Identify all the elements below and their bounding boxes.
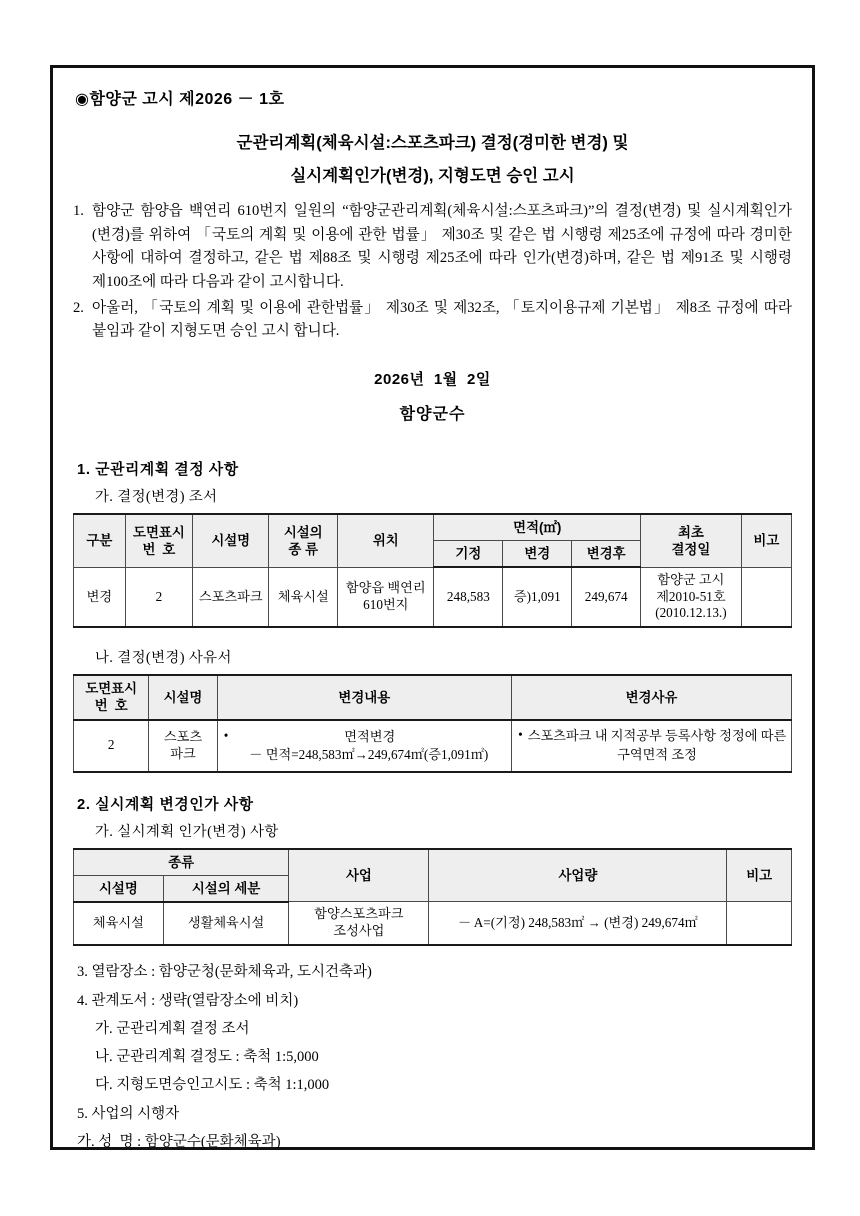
td-project-line1: 함양스포츠파크 xyxy=(314,906,404,922)
intro-item xyxy=(73,200,792,295)
td-facility-name xyxy=(149,720,217,772)
td-location xyxy=(338,567,434,627)
th-facility-name: 시설명 xyxy=(149,675,217,719)
decision-change-table xyxy=(73,513,792,628)
change-reason-table xyxy=(73,674,792,772)
th-facility-subdivision: 시설의 세분 xyxy=(163,875,289,902)
document-title xyxy=(73,135,792,184)
title-line-2: 실시계획인가(변경), 지형도면 승인 고시 xyxy=(290,166,575,185)
change-reason-text xyxy=(526,727,788,764)
change-content-detail: － 면적=248,583㎡→249,674㎡(증1,091㎡) xyxy=(249,747,489,763)
change-content-title: 면적변경 xyxy=(344,728,396,744)
th-drawing-number-line2: 번호 xyxy=(142,541,183,557)
table-header-row xyxy=(74,514,792,541)
th-gubun: 구분 xyxy=(74,514,126,567)
implementation-plan-table xyxy=(73,848,792,947)
bullet-item xyxy=(515,727,788,764)
td-facility-name-line1: 스포츠 xyxy=(163,728,203,744)
notice-header: ◉함양군 고시 제2026 － 1호 xyxy=(75,91,285,108)
document-page xyxy=(50,65,815,1150)
title-line-1: 군관리계획(체육시설:스포츠파크) 결정(경미한 변경) 및 xyxy=(236,134,629,152)
th-change-reason: 변경사유 xyxy=(511,675,791,719)
th-drawing-number-line1: 도면표시 xyxy=(85,681,138,697)
section-1-heading: 1. 군관리계획 결정 사항 xyxy=(77,461,239,478)
tail-list xyxy=(73,958,792,1156)
th-drawing-number-line2: 번호 xyxy=(94,698,135,714)
td-initial-decision-line3: (2010.12.13.) xyxy=(655,605,727,621)
td-change-reason xyxy=(511,720,791,772)
td-area-after: 249,674 xyxy=(572,567,641,627)
table-row xyxy=(74,567,792,627)
section-1b-heading: 나. 결정(변경) 사유서 xyxy=(95,650,232,667)
td-remarks xyxy=(741,567,791,627)
th-type-group: 종류 xyxy=(74,849,289,876)
td-initial-decision-line2: 제2010-51호 xyxy=(656,588,726,604)
change-reason-line1: 스포츠파크 내 지적공부 등록사항 정정에 xyxy=(527,728,758,744)
td-location-line1: 함양읍 백연리 xyxy=(345,580,426,596)
tail-item: 4. 관계도서 : 생략(열람장소에 비치) xyxy=(77,992,299,1009)
th-facility-name: 시설명 xyxy=(74,875,164,902)
th-project: 사업 xyxy=(289,849,429,902)
td-facility-type: 체육시설 xyxy=(269,567,338,627)
td-drawing-number: 2 xyxy=(74,720,149,772)
intro-number: 1. xyxy=(73,203,84,219)
th-area-existing: 기정 xyxy=(434,541,503,568)
td-area-existing: 248,583 xyxy=(434,567,503,627)
date-signature-block xyxy=(73,368,792,424)
intro-text: 아울러, 「국토의 계획 및 이용에 관한법률」 제30조 및 제32조, 「토지이용규제 기본법」 제8조 규정에 따라 붙임과 같이 지형도면 승인 고시 합니다. xyxy=(92,299,792,340)
table-header-row xyxy=(74,849,792,876)
td-change-content xyxy=(217,720,511,772)
td-project-line2: 조성사업 xyxy=(333,923,385,939)
th-location: 위치 xyxy=(338,514,434,567)
section-2-heading: 2. 실시계획 변경인가 사항 xyxy=(77,796,254,813)
td-initial-decision-date xyxy=(641,567,742,627)
bullet-dot-icon: • xyxy=(518,727,523,743)
th-area-change: 변경 xyxy=(503,541,572,568)
section-1a-heading: 가. 결정(변경) 조서 xyxy=(95,488,218,505)
td-gubun: 변경 xyxy=(74,567,126,627)
th-facility-type xyxy=(269,514,338,567)
th-project-quantity: 사업량 xyxy=(429,849,727,902)
td-initial-decision-line1: 함양군 고시 xyxy=(657,571,725,587)
th-drawing-number xyxy=(74,675,149,719)
table-row xyxy=(74,902,792,945)
table-row xyxy=(74,720,792,772)
section-2a-heading: 가. 실시계획 인가(변경) 사항 xyxy=(95,823,279,840)
th-drawing-number-line1: 도면표시 xyxy=(133,524,185,540)
td-facility-name: 스포츠파크 xyxy=(193,567,269,627)
th-initial-decision-date xyxy=(641,514,742,567)
th-change-content: 변경내용 xyxy=(217,675,511,719)
change-reason-line2: 따른 구역면적 조정 xyxy=(617,728,787,762)
tail-item: 3. 열람장소 : 함양군청(문화체육과, 도시건축과) xyxy=(77,964,372,981)
td-project xyxy=(289,902,429,945)
tail-item: 가. 군관리계획 결정 조서 xyxy=(95,1020,250,1037)
tail-item: 다. 지형도면승인고시도 : 축척 1:1,000 xyxy=(95,1077,330,1094)
td-remarks xyxy=(727,902,792,945)
intro-number: 2. xyxy=(73,299,84,316)
th-area-after: 변경후 xyxy=(572,541,641,568)
th-facility-type-line2: 종 류 xyxy=(288,541,319,557)
notice-date: 2026년 1월 2일 xyxy=(374,370,491,388)
th-initial-decision-line1: 최초 xyxy=(677,524,704,540)
tail-item: 5. 사업의 시행자 xyxy=(77,1105,180,1122)
intro-text: 함양군 함양읍 백연리 610번지 일원의 “함양군관리계획(체육시설:스포츠파크)”의 결정(변경) 및 실시계획인가(변경)를 위하여 「국토의 계획 및 이용에 관한 법률」 제30조 및 같은 법 시행령 제25조에 규정에 따라 경미한 사항에 대하여 결정하고, 같은 법 제88조 및 시행령 제25조에 따라 인가(변경)하며, 같은 법 제91조 및 시행령 제100조에 따라 다음과 같이 고시합니다. xyxy=(92,203,792,290)
intro-item xyxy=(73,297,792,344)
th-facility-type-line1: 시설의 xyxy=(283,524,323,540)
th-remarks: 비고 xyxy=(741,514,791,567)
td-facility-name: 체육시설 xyxy=(74,902,164,945)
bullet-item xyxy=(221,728,508,746)
th-remarks: 비고 xyxy=(727,849,792,902)
th-facility-name: 시설명 xyxy=(193,514,269,567)
table-header-row xyxy=(74,675,792,719)
bullet-dot-icon: • xyxy=(223,727,229,743)
th-area-group: 면적(㎡) xyxy=(434,514,641,541)
td-drawing-number: 2 xyxy=(125,567,192,627)
td-area-change: 증)1,091 xyxy=(503,567,572,627)
intro-paragraphs xyxy=(73,200,792,344)
td-facility-subdivision: 생활체육시설 xyxy=(163,902,289,945)
td-location-line2: 610번지 xyxy=(363,596,409,612)
th-initial-decision-line2: 결정일 xyxy=(671,541,711,557)
notice-signer: 함양군수 xyxy=(399,405,466,423)
tail-item: 나. 군관리계획 결정도 : 축척 1:5,000 xyxy=(95,1049,319,1066)
td-project-quantity: － A=(기정) 248,583㎡ → (변경) 249,674㎡ xyxy=(429,902,727,945)
tail-item: 가. 성 명 : 함양군수(문화체육과) xyxy=(77,1133,281,1150)
th-drawing-number xyxy=(125,514,192,567)
td-facility-name-line2: 파크 xyxy=(170,745,196,761)
